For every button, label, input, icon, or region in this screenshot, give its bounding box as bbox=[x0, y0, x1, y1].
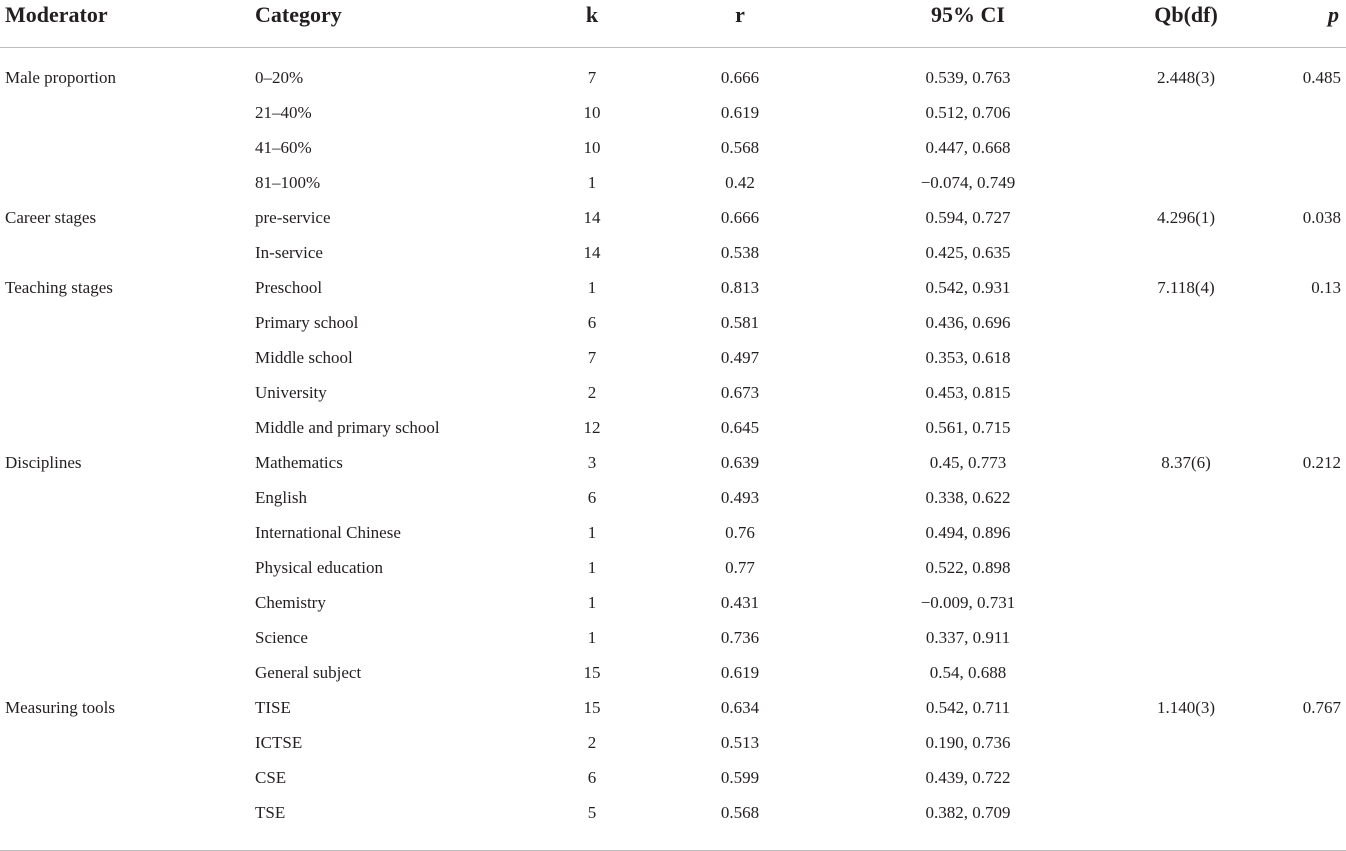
cell-moderator: Measuring tools bbox=[5, 698, 116, 717]
cell-qb: 7.118(4) bbox=[1157, 278, 1215, 297]
header-r: r bbox=[641, 0, 839, 48]
cell-k: 6 bbox=[587, 313, 597, 332]
cell-moderator bbox=[0, 382, 255, 417]
cell-ci: 0.54, 0.688 bbox=[929, 663, 1007, 682]
cell-moderator bbox=[0, 522, 255, 557]
cell-ci: 0.338, 0.622 bbox=[925, 488, 1011, 507]
table-row bbox=[0, 662, 1346, 697]
table-row bbox=[0, 487, 1346, 522]
table-row bbox=[0, 522, 1346, 557]
table-row bbox=[0, 277, 1346, 312]
cell-ci: 0.561, 0.715 bbox=[925, 418, 1011, 437]
cell-ci: 0.45, 0.773 bbox=[929, 453, 1007, 472]
cell-k: 1 bbox=[587, 593, 597, 612]
cell-p bbox=[1275, 592, 1346, 627]
cell-moderator bbox=[0, 347, 255, 382]
cell-moderator: Teaching stages bbox=[5, 278, 113, 297]
cell-moderator bbox=[0, 417, 255, 452]
cell-k: 1 bbox=[587, 278, 597, 297]
cell-category: Middle and primary school bbox=[255, 418, 440, 437]
cell-r: 0.77 bbox=[725, 558, 755, 577]
cell-moderator bbox=[0, 137, 255, 172]
cell-qb: 8.37(6) bbox=[1161, 453, 1211, 472]
cell-qb: 1.140(3) bbox=[1156, 698, 1216, 717]
cell-p bbox=[1275, 627, 1346, 662]
cell-k: 1 bbox=[587, 173, 597, 192]
cell-k: 3 bbox=[587, 453, 597, 472]
cell-ci: 0.453, 0.815 bbox=[925, 383, 1011, 402]
cell-ci: 0.353, 0.618 bbox=[925, 348, 1011, 367]
cell-r: 0.813 bbox=[720, 278, 760, 297]
cell-k: 10 bbox=[583, 138, 601, 157]
cell-p bbox=[1275, 662, 1346, 697]
cell-category: International Chinese bbox=[255, 523, 401, 542]
cell-p bbox=[1275, 312, 1346, 347]
cell-category: University bbox=[255, 383, 327, 402]
cell-r: 0.619 bbox=[720, 663, 760, 682]
cell-r: 0.736 bbox=[720, 628, 760, 647]
header-row bbox=[0, 0, 1346, 48]
cell-ci: 0.447, 0.668 bbox=[925, 138, 1011, 157]
cell-k: 14 bbox=[583, 243, 601, 262]
cell-qb: 4.296(1) bbox=[1156, 208, 1216, 227]
cell-r: 0.666 bbox=[720, 208, 760, 227]
cell-ci: 0.594, 0.727 bbox=[925, 208, 1011, 227]
table-row bbox=[0, 802, 1346, 851]
cell-category: pre-service bbox=[255, 208, 331, 227]
cell-qb bbox=[1097, 802, 1275, 851]
cell-r: 0.568 bbox=[720, 138, 760, 157]
cell-ci: 0.542, 0.711 bbox=[925, 698, 1011, 717]
cell-moderator bbox=[0, 102, 255, 137]
cell-category: CSE bbox=[255, 768, 287, 787]
cell-qb bbox=[1097, 172, 1275, 207]
cell-k: 12 bbox=[583, 418, 601, 437]
cell-p bbox=[1275, 417, 1346, 452]
cell-moderator bbox=[0, 662, 255, 697]
cell-p bbox=[1275, 487, 1346, 522]
cell-r: 0.538 bbox=[720, 243, 760, 262]
cell-qb bbox=[1097, 732, 1275, 767]
cell-r: 0.639 bbox=[720, 453, 760, 472]
table-row bbox=[0, 417, 1346, 452]
cell-p bbox=[1275, 137, 1346, 172]
cell-qb bbox=[1097, 592, 1275, 627]
cell-moderator bbox=[0, 242, 255, 277]
cell-qb bbox=[1097, 487, 1275, 522]
cell-k: 1 bbox=[587, 523, 597, 542]
cell-category: Mathematics bbox=[255, 453, 343, 472]
cell-category: ICTSE bbox=[255, 733, 303, 752]
cell-r: 0.673 bbox=[720, 383, 760, 402]
cell-category: 81–100% bbox=[255, 173, 321, 192]
cell-r: 0.581 bbox=[720, 313, 760, 332]
cell-p: 0.767 bbox=[1302, 698, 1341, 717]
cell-p bbox=[1275, 557, 1346, 592]
cell-p: 0.038 bbox=[1302, 208, 1341, 227]
cell-p bbox=[1275, 102, 1346, 137]
cell-k: 7 bbox=[587, 348, 597, 367]
cell-moderator bbox=[0, 627, 255, 662]
cell-category: 0–20% bbox=[255, 68, 304, 87]
cell-k: 5 bbox=[543, 802, 641, 851]
cell-moderator bbox=[0, 802, 255, 851]
cell-moderator bbox=[0, 767, 255, 802]
cell-qb bbox=[1097, 417, 1275, 452]
cell-moderator bbox=[0, 732, 255, 767]
cell-p bbox=[1275, 732, 1346, 767]
header-k: k bbox=[543, 0, 641, 48]
header-moderator: Moderator bbox=[0, 0, 255, 48]
cell-ci: 0.542, 0.931 bbox=[925, 278, 1011, 297]
table-row bbox=[0, 732, 1346, 767]
cell-ci: 0.337, 0.911 bbox=[925, 628, 1011, 647]
cell-category: TISE bbox=[255, 698, 291, 717]
cell-ci: 0.522, 0.898 bbox=[925, 558, 1011, 577]
cell-qb bbox=[1097, 767, 1275, 802]
cell-category: Primary school bbox=[255, 313, 359, 332]
cell-k: 14 bbox=[583, 208, 601, 227]
cell-r: 0.634 bbox=[720, 698, 760, 717]
cell-ci: 0.439, 0.722 bbox=[925, 768, 1011, 787]
header-qb: Qb(df) bbox=[1097, 0, 1275, 48]
cell-moderator bbox=[0, 312, 255, 347]
cell-p bbox=[1275, 242, 1346, 277]
table-row bbox=[0, 767, 1346, 802]
cell-r: 0.493 bbox=[720, 488, 760, 507]
cell-category: 41–60% bbox=[255, 138, 312, 157]
cell-qb bbox=[1097, 627, 1275, 662]
cell-p bbox=[1275, 767, 1346, 802]
cell-r: 0.513 bbox=[720, 733, 760, 752]
cell-k: 6 bbox=[587, 768, 597, 787]
cell-p bbox=[1275, 382, 1346, 417]
cell-k: 15 bbox=[583, 663, 601, 682]
table-row bbox=[0, 102, 1346, 137]
cell-r: 0.645 bbox=[720, 418, 760, 437]
cell-category: 21–40% bbox=[255, 103, 312, 122]
header-category: Category bbox=[255, 0, 543, 48]
cell-ci: −0.009, 0.731 bbox=[920, 593, 1016, 612]
cell-moderator bbox=[0, 487, 255, 522]
cell-r: 0.568 bbox=[641, 802, 839, 851]
cell-qb bbox=[1097, 137, 1275, 172]
cell-moderator: Disciplines bbox=[5, 453, 82, 472]
cell-category: Middle school bbox=[255, 348, 353, 367]
cell-k: 15 bbox=[583, 698, 601, 717]
table-row bbox=[0, 557, 1346, 592]
cell-p: 0.485 bbox=[1302, 68, 1341, 87]
cell-category: In-service bbox=[255, 243, 323, 262]
table-row bbox=[0, 592, 1346, 627]
cell-ci: 0.436, 0.696 bbox=[925, 313, 1011, 332]
cell-p: 0.212 bbox=[1302, 453, 1341, 472]
table-row bbox=[0, 242, 1346, 277]
table-row bbox=[0, 347, 1346, 382]
table-row bbox=[0, 312, 1346, 347]
cell-ci: 0.539, 0.763 bbox=[925, 68, 1011, 87]
table-row bbox=[0, 207, 1346, 242]
table-body bbox=[0, 48, 1346, 851]
cell-k: 2 bbox=[587, 733, 597, 752]
cell-r: 0.599 bbox=[720, 768, 760, 787]
header-p: p bbox=[1275, 0, 1346, 48]
cell-k: 10 bbox=[583, 103, 601, 122]
cell-k: 1 bbox=[587, 628, 597, 647]
cell-moderator bbox=[0, 172, 255, 207]
cell-r: 0.42 bbox=[725, 173, 755, 192]
cell-ci: −0.074, 0.749 bbox=[920, 173, 1016, 192]
cell-category: Physical education bbox=[255, 558, 383, 577]
cell-qb bbox=[1097, 347, 1275, 382]
cell-r: 0.431 bbox=[720, 593, 760, 612]
cell-qb: 2.448(3) bbox=[1156, 68, 1216, 87]
cell-category: English bbox=[255, 488, 307, 507]
cell-qb bbox=[1097, 312, 1275, 347]
cell-r: 0.666 bbox=[720, 68, 760, 87]
cell-qb bbox=[1097, 382, 1275, 417]
cell-p bbox=[1275, 172, 1346, 207]
cell-moderator bbox=[0, 592, 255, 627]
cell-ci: 0.494, 0.896 bbox=[925, 523, 1011, 542]
cell-p bbox=[1275, 347, 1346, 382]
cell-qb bbox=[1097, 662, 1275, 697]
cell-p bbox=[1275, 802, 1346, 851]
cell-moderator: Male proportion bbox=[5, 68, 116, 87]
table-header bbox=[0, 0, 1346, 48]
cell-category: General subject bbox=[255, 663, 362, 682]
cell-moderator bbox=[0, 557, 255, 592]
cell-r: 0.619 bbox=[720, 103, 760, 122]
cell-ci: 0.512, 0.706 bbox=[925, 103, 1011, 122]
cell-qb bbox=[1097, 522, 1275, 557]
table-row bbox=[0, 627, 1346, 662]
cell-ci: 0.382, 0.709 bbox=[839, 802, 1097, 851]
cell-p: 0.13 bbox=[1311, 278, 1341, 297]
table-row bbox=[0, 697, 1346, 732]
table-row bbox=[0, 48, 1346, 103]
cell-p bbox=[1275, 522, 1346, 557]
table-row bbox=[0, 172, 1346, 207]
cell-ci: 0.190, 0.736 bbox=[925, 733, 1011, 752]
cell-category: Chemistry bbox=[255, 593, 326, 612]
cell-category: Preschool bbox=[255, 278, 323, 297]
cell-ci: 0.425, 0.635 bbox=[925, 243, 1011, 262]
cell-r: 0.76 bbox=[725, 523, 755, 542]
table-row bbox=[0, 452, 1346, 487]
cell-qb bbox=[1097, 557, 1275, 592]
cell-k: 1 bbox=[587, 558, 597, 577]
cell-k: 7 bbox=[587, 68, 597, 87]
header-ci: 95% CI bbox=[839, 0, 1097, 48]
table-row bbox=[0, 382, 1346, 417]
cell-qb bbox=[1097, 102, 1275, 137]
table-row bbox=[0, 137, 1346, 172]
cell-k: 6 bbox=[587, 488, 597, 507]
cell-qb bbox=[1097, 242, 1275, 277]
cell-k: 2 bbox=[587, 383, 597, 402]
cell-category: Science bbox=[255, 628, 308, 647]
cell-moderator: Career stages bbox=[5, 208, 97, 227]
cell-r: 0.497 bbox=[720, 348, 760, 367]
cell-category: TSE bbox=[255, 802, 543, 851]
